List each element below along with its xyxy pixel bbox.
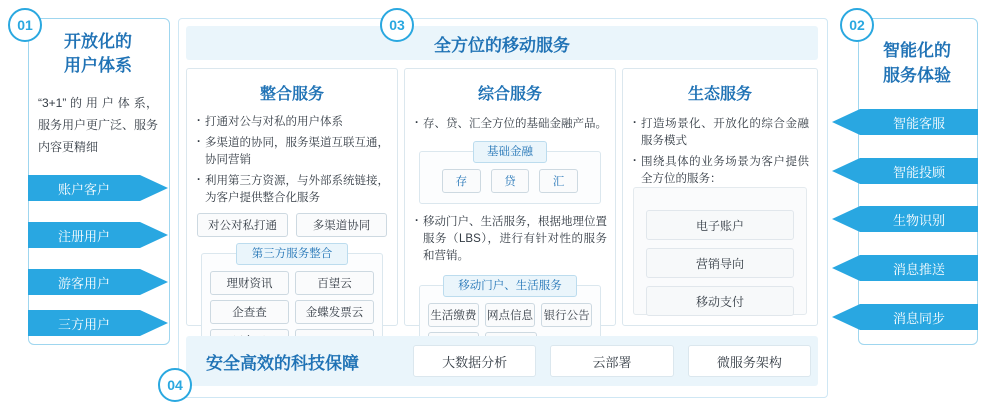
tag-item[interactable]: 网点信息 <box>485 303 536 327</box>
right-arrow-message-sync[interactable] <box>832 304 978 330</box>
footer-item-microservice[interactable]: 微服务架构 <box>688 345 811 377</box>
right-arrow-smart-advisor[interactable] <box>832 158 978 184</box>
arrow-head-icon <box>832 109 860 135</box>
pill-public-private[interactable]: 对公对私打通 <box>197 213 288 237</box>
left-panel-title <box>28 30 168 78</box>
bullet-item: · 围绕具体的业务场景为客户提供全方位的服务： <box>631 154 809 188</box>
bullet-item: · 打造场景化、开放化的综合金融服务模式 <box>631 116 809 150</box>
right-arrow-smart-service[interactable] <box>832 109 978 135</box>
bullet-item: · 存、贷、汇全方位的基础金融产品。 <box>413 116 607 133</box>
tag-item[interactable]: 银行公告 <box>541 303 592 327</box>
left-arrow-label: 账户客户 <box>28 175 140 201</box>
arrow-head-icon <box>140 175 168 201</box>
arrow-head-icon <box>832 304 860 330</box>
right-arrow-label: 消息同步 <box>860 304 978 330</box>
right-arrow-label: 生物识别 <box>860 206 978 232</box>
tag-item[interactable]: 理财资讯 <box>210 271 289 295</box>
tag-row <box>210 271 374 295</box>
left-arrow-registered-user[interactable] <box>28 222 168 248</box>
finance-item-loan[interactable]: 贷 <box>491 169 530 193</box>
eco-item-electronic-account[interactable]: 电子账户 <box>646 210 794 240</box>
tag-row <box>210 300 374 324</box>
left-arrow-guest-user[interactable] <box>28 269 168 295</box>
footer-item-big-data[interactable]: 大数据分析 <box>413 345 536 377</box>
left-title-line-1: 开放化的 <box>64 32 132 51</box>
footer-bar <box>186 336 818 386</box>
card-bullets-top <box>413 116 607 133</box>
basic-finance-box <box>419 146 601 204</box>
tag-item[interactable]: 金蝶发票云 <box>295 300 374 324</box>
card-bullets <box>631 116 809 188</box>
left-panel-description: “3+1” 的 用 户 体 系，服务用户更广泛、服务内容更精细 <box>38 96 159 154</box>
bullet-item: · 移动门户、生活服务，根据地理位置服务（LBS），进行有针对性的服务和营销。 <box>413 214 607 265</box>
right-arrow-label: 智能投顾 <box>860 158 978 184</box>
right-title-line-1: 智能化的 <box>883 41 951 60</box>
arrow-head-icon <box>832 255 860 281</box>
badge-02: 02 <box>840 8 874 42</box>
left-arrow-label: 注册用户 <box>28 222 140 248</box>
tag-row <box>428 303 592 327</box>
arrow-head-icon <box>140 310 168 336</box>
arrow-head-icon <box>832 158 860 184</box>
arrow-head-icon <box>832 206 860 232</box>
center-header-title: 全方位的移动服务 <box>186 26 818 60</box>
pill-multi-channel[interactable]: 多渠道协同 <box>296 213 387 237</box>
finance-item-row <box>442 169 578 193</box>
right-title-line-2: 服务体验 <box>883 66 951 85</box>
finance-item-remittance[interactable]: 汇 <box>539 169 578 193</box>
tag-item[interactable]: 企查查 <box>210 300 289 324</box>
arrow-head-icon <box>140 222 168 248</box>
bullet-item: · 利用第三方资源，与外部系统链接，为客户提供整合化服务 <box>195 173 389 207</box>
badge-03: 03 <box>380 8 414 42</box>
ecosystem-inner-box <box>633 187 807 315</box>
footer-item-cloud-deploy[interactable]: 云部署 <box>550 345 673 377</box>
left-arrow-third-party-user[interactable] <box>28 310 168 336</box>
right-arrow-label: 智能客服 <box>860 109 978 135</box>
card-bullets <box>195 114 389 207</box>
left-arrow-label: 三方用户 <box>28 310 140 336</box>
card-title: 综合服务 <box>477 86 542 103</box>
right-arrow-biometrics[interactable] <box>832 206 978 232</box>
badge-04: 04 <box>158 368 192 402</box>
left-arrow-account-customer[interactable] <box>28 175 168 201</box>
card-bullets-mid <box>413 214 607 265</box>
badge-01: 01 <box>8 8 42 42</box>
subbox-title: 第三方服务整合 <box>236 243 348 265</box>
finance-item-deposit[interactable]: 存 <box>442 169 481 193</box>
card-integrated-service <box>186 68 398 326</box>
card-comprehensive-service <box>404 68 616 326</box>
right-arrow-label: 消息推送 <box>860 255 978 281</box>
bullet-item: · 打通对公与对私的用户体系 <box>195 114 389 131</box>
card-title: 整合服务 <box>259 86 324 103</box>
tag-item[interactable]: 百望云 <box>295 271 374 295</box>
bullet-item: · 多渠道的协同，服务渠道互联互通，协同营销 <box>195 135 389 169</box>
arrow-head-icon <box>140 269 168 295</box>
card-title: 生态服务 <box>687 86 752 103</box>
integration-pill-row <box>197 213 387 237</box>
subbox-title: 移动门户、生活服务 <box>443 275 577 297</box>
tag-item[interactable]: 生活缴费 <box>428 303 479 327</box>
right-panel-title <box>858 38 976 88</box>
card-ecosystem-service <box>622 68 818 326</box>
eco-item-mobile-payment[interactable]: 移动支付 <box>646 286 794 316</box>
left-title-line-2: 用户体系 <box>64 56 132 75</box>
left-arrow-label: 游客用户 <box>28 269 140 295</box>
eco-item-marketing[interactable]: 营销导向 <box>646 248 794 278</box>
subbox-title: 基础金融 <box>473 141 547 163</box>
footer-title: 安全高效的科技保障 <box>206 353 359 373</box>
right-arrow-message-push[interactable] <box>832 255 978 281</box>
